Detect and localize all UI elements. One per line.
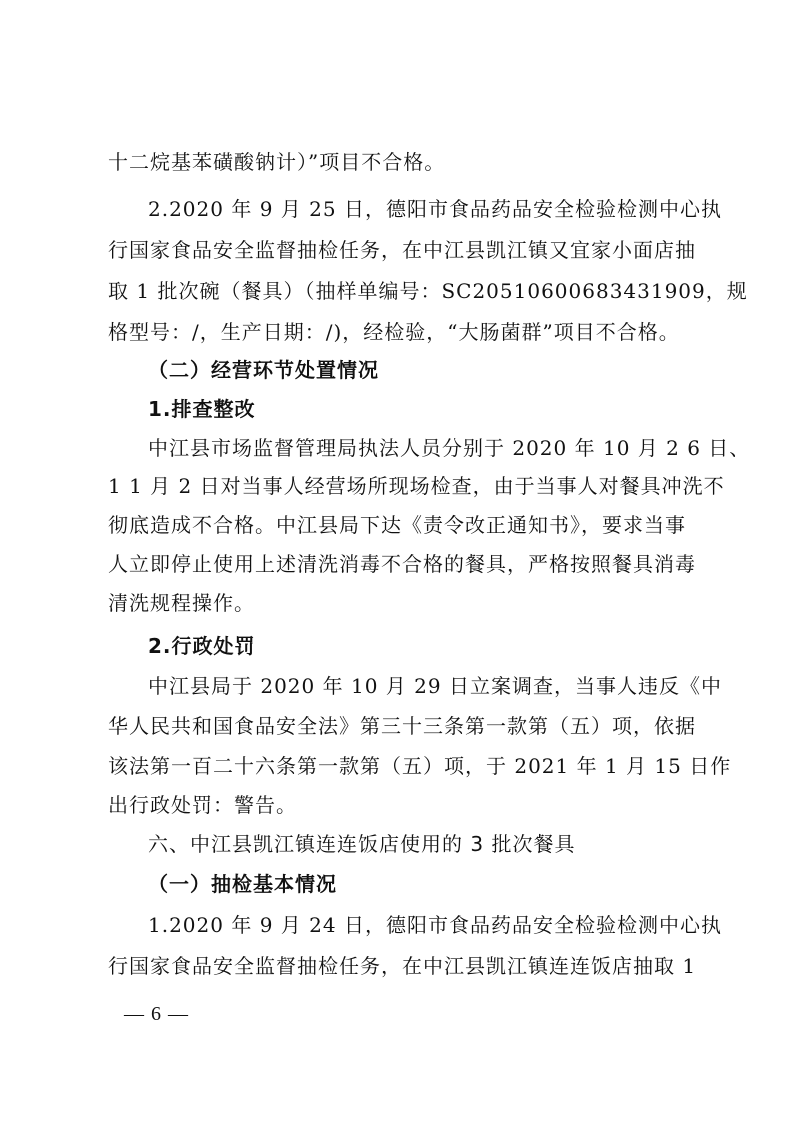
section-heading: （一）抽检基本情况	[148, 872, 337, 896]
paragraph-line: 清洗规程操作。	[108, 591, 255, 615]
paragraph-line: 该法第一百二十六条第一款第（五）项，于 2021 年 1 月 15 日作	[108, 754, 732, 778]
paragraph-line: 格型号：/，生产日期：/)，经检验，“大肠菌群”项目不合格。	[108, 320, 680, 344]
paragraph-line: 华人民共和国食品安全法》第三十三条第一款第（五）项，依据	[108, 714, 696, 738]
paragraph-line: 2.2020 年 9 月 25 日，德阳市食品药品安全检验检测中心执	[148, 197, 722, 221]
paragraph-line: 中江县市场监督管理局执法人员分别于 2020 年 10 月 2 6 日、	[148, 436, 751, 460]
subsection-heading: 1.排查整改	[148, 397, 256, 421]
paragraph-line: 中江县局于 2020 年 10 月 29 日立案调查，当事人违反《中	[148, 674, 722, 698]
paragraph-line: 行国家食品安全监督抽检任务，在中江县凯江镇又宜家小面店抽	[108, 238, 696, 262]
paragraph-line: 取 1 批次碗（餐具）（抽样单编号：SC20510600683431909，规	[108, 279, 748, 303]
page-number: — 6 —	[124, 1003, 189, 1025]
paragraph-line: 1.2020 年 9 月 24 日，德阳市食品药品安全检验检测中心执	[148, 913, 722, 937]
paragraph-line: 1 1 月 2 日对当事人经营场所现场检查，由于当事人对餐具冲洗不	[108, 474, 725, 498]
paragraph-line: 彻底造成不合格。中江县局下达《责令改正通知书》，要求当事	[108, 513, 686, 537]
paragraph-line: 行国家食品安全监督抽检任务，在中江县凯江镇连连饭店抽取 1	[108, 954, 697, 978]
paragraph-line: 人立即停止使用上述清洗消毒不合格的餐具，严格按照餐具消毒	[108, 552, 696, 576]
paragraph-line: 十二烷基苯磺酸钠计）”项目不合格。	[108, 150, 446, 174]
paragraph-line: 出行政处罚：警告。	[108, 793, 297, 817]
subsection-heading: 2.行政处罚	[148, 634, 256, 658]
section-heading: （二）经营环节处置情况	[148, 358, 379, 382]
section-heading: 六、中江县凯江镇连连饭店使用的 3 批次餐具	[148, 832, 576, 856]
